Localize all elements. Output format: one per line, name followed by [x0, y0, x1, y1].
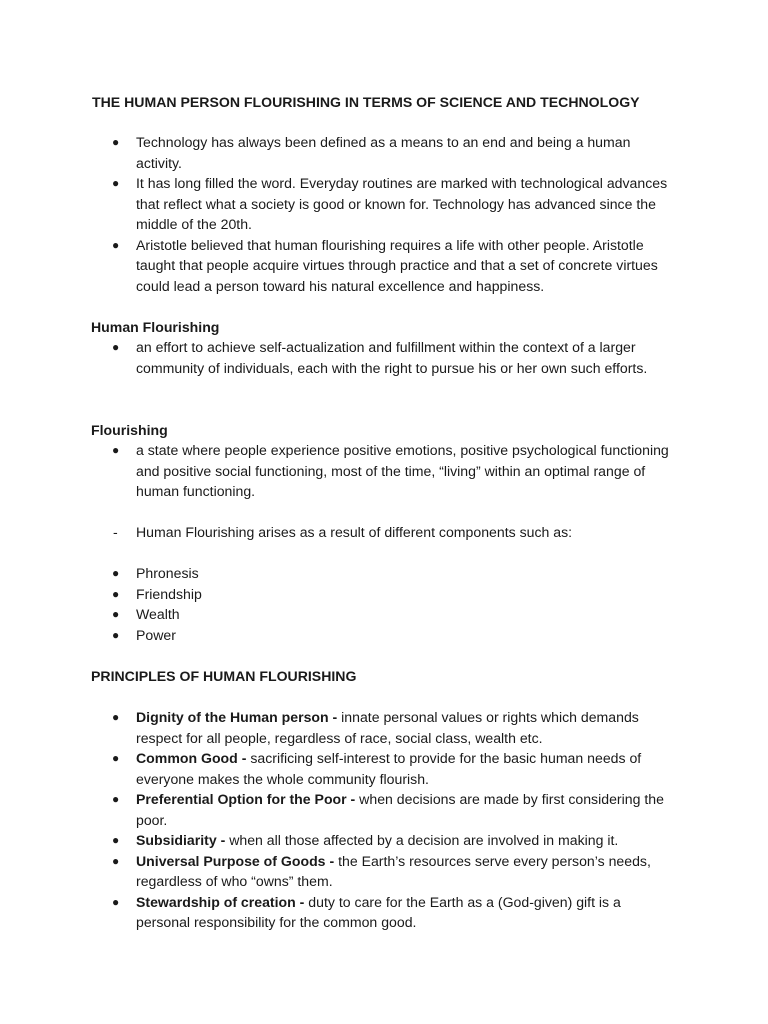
bullet-icon: ●	[112, 340, 120, 354]
list-item-text: an effort to achieve self-actualization and fulfillment within the context of a larger community of individuals, each with the right to pursue his or her own such efforts.	[136, 339, 648, 376]
bullet-icon: ●	[112, 586, 120, 601]
list-item	[0, 789, 676, 830]
list-item	[0, 830, 676, 851]
principle-term: Common Good -	[136, 750, 251, 766]
bullet-icon: ●	[112, 607, 120, 621]
bullet-icon: ●	[112, 176, 120, 190]
list-item-text: Technology has always been defined as a means to an end and being a human activity.	[136, 134, 631, 171]
list-item	[0, 132, 676, 173]
principle-text: innate personal values or rights which demands respect for all people, regardless of race, social class, wealth etc.	[136, 709, 639, 746]
bullet-icon: ●	[112, 792, 120, 806]
principle-text: when decisions are made by first considering the poor.	[136, 791, 664, 828]
principle-text: duty to care for the Earth as a (God-given) gift is a personal responsibility for the common good.	[136, 893, 621, 930]
bullet-icon: ●	[112, 853, 120, 868]
list-item-text: a state where people experience positive emotions, positive psychological functioning and positive social functioning, most of the time, “living” within an optimal range of human functioning.	[136, 442, 669, 499]
component-name: Friendship	[136, 585, 202, 602]
intro-bullet-list	[0, 132, 676, 296]
human-flourishing-heading: Human Flourishing	[91, 319, 220, 335]
principle-term: Subsidiarity -	[136, 832, 230, 848]
principle-term: Universal Purpose of Goods -	[136, 852, 339, 869]
dash-marker: -	[113, 524, 118, 540]
list-item	[0, 851, 676, 892]
component-name: Wealth	[136, 606, 180, 622]
principles-heading: PRINCIPLES OF HUMAN FLOURISHING	[91, 668, 357, 684]
bullet-icon: ●	[112, 833, 120, 847]
bullet-icon: ●	[112, 566, 120, 580]
bullet-icon: ●	[112, 135, 120, 149]
principle-text: when all those affected by a decision are involved in making it.	[229, 832, 619, 848]
list-item	[0, 522, 676, 543]
list-item-text: It has long filled the word. Everyday routines are marked with technological advances that reflect what a society is good or known for. Technology has advanced since the middle of the 20th.	[136, 175, 668, 232]
principle-term: Dignity of the Human person -	[136, 709, 342, 725]
bullet-icon: ●	[112, 627, 120, 642]
bullet-icon: ●	[112, 237, 120, 252]
document-title: THE HUMAN PERSON FLOURISHING IN TERMS OF SCIENCE AND TECHNOLOGY	[92, 94, 640, 110]
list-item-text: Human Flourishing arises as a result of different components such as:	[136, 524, 573, 540]
list-item	[0, 563, 676, 584]
list-item	[0, 235, 676, 297]
component-name: Power	[136, 626, 176, 643]
list-item	[0, 173, 676, 235]
principle-term: Stewardship of creation -	[136, 893, 309, 910]
list-item	[0, 892, 676, 933]
list-item	[0, 625, 676, 646]
flourishing-list	[0, 440, 676, 502]
list-item	[0, 707, 676, 748]
list-item	[0, 604, 676, 625]
list-item	[0, 748, 676, 789]
list-item	[0, 584, 676, 605]
principle-text: the Earth’s resources serve every person’s needs, regardless of who “owns” them.	[136, 852, 651, 889]
bullet-icon: ●	[112, 894, 120, 909]
principle-text: sacrificing self-interest to provide for the basic human needs of everyone makes the whole community flourish.	[136, 750, 642, 787]
components-intro-list	[0, 522, 676, 543]
components-list	[0, 563, 676, 645]
principle-term: Preferential Option for the Poor -	[136, 791, 360, 807]
list-item	[0, 337, 676, 378]
flourishing-heading: Flourishing	[91, 422, 168, 438]
list-item-text: Aristotle believed that human flourishing requires a life with other people. Aristotle taught that people acquire virtues through practice and that a set of concrete virtues could lead a person toward his natural excellence and happiness.	[136, 236, 658, 294]
bullet-icon: ●	[112, 751, 120, 765]
bullet-icon: ●	[112, 443, 120, 457]
principles-list	[0, 707, 676, 933]
component-name: Phronesis	[136, 565, 199, 581]
human-flourishing-list	[0, 337, 676, 378]
bullet-icon: ●	[112, 710, 120, 724]
list-item	[0, 440, 676, 502]
